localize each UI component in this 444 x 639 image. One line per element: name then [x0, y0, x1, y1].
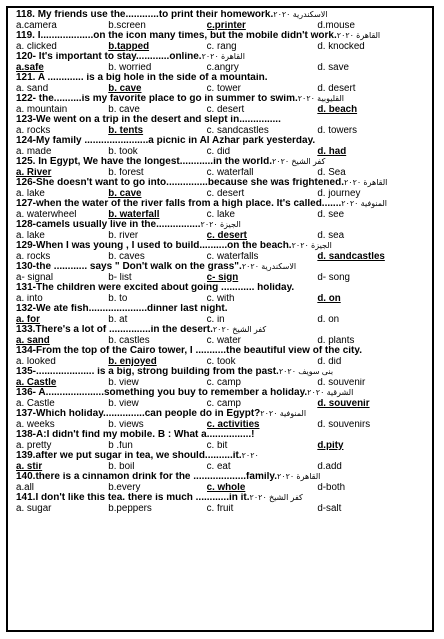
- question-line: [16, 325, 426, 336]
- question-source: كفر الشيخ ٢٠٢٠: [249, 493, 303, 502]
- option: a. Castle: [16, 398, 55, 409]
- question-item: [16, 409, 426, 430]
- question-source: ٢٠٢٠: [241, 451, 259, 460]
- question-text: 127-when the water of the river falls from a high place. It's called.......: [16, 199, 342, 209]
- option: c. desert: [206, 188, 245, 199]
- options-row: [16, 231, 426, 241]
- correct-option: b. tents: [108, 125, 144, 136]
- correct-option: d. had: [317, 146, 347, 157]
- question-text: 124-My family .......................a picnic in Al Azhar park yesterday.: [16, 136, 316, 146]
- option: b. cave: [108, 104, 140, 115]
- option: c. did: [206, 146, 231, 157]
- option: b.screen: [108, 20, 146, 31]
- question-line: [16, 472, 426, 483]
- question-text: 139.after we put sugar in tea, we should..........it.: [16, 451, 242, 461]
- question-text: 120- It's important to stay............online.: [16, 52, 202, 62]
- question-line: [16, 10, 426, 21]
- worksheet-page: [6, 6, 434, 632]
- option: a. weeks: [16, 419, 55, 430]
- option: a. lake: [16, 188, 45, 199]
- option: b. river: [108, 230, 139, 241]
- option: d. desert: [317, 83, 356, 94]
- option: a.camera: [16, 20, 57, 31]
- options-row: [16, 462, 426, 472]
- options-row: [16, 84, 426, 94]
- option: b. at: [108, 314, 128, 325]
- option: b. to: [108, 293, 128, 304]
- correct-option: b.tapped: [108, 41, 150, 52]
- option: b. worried: [108, 62, 152, 73]
- question-source: بنى سويف ٢٠٢٠: [278, 367, 334, 376]
- question-line: [16, 304, 426, 315]
- question-item: [16, 94, 426, 115]
- question-item: [16, 493, 426, 514]
- option: c. bit: [206, 440, 228, 451]
- question-item: [16, 115, 426, 136]
- question-line: [16, 430, 426, 441]
- options-row: [16, 210, 426, 220]
- question-item: [16, 136, 426, 157]
- options-row: [16, 294, 426, 304]
- options-row: [16, 273, 426, 283]
- question-item: [16, 220, 426, 241]
- option: a.all: [16, 482, 34, 493]
- question-source: المنوفية ٢٠٢٠: [341, 199, 388, 208]
- option: d-both: [317, 482, 346, 493]
- option: c. waterfall: [206, 167, 254, 178]
- option: d. Sea: [317, 167, 346, 178]
- correct-option: c- sign: [206, 272, 239, 283]
- option: b. views: [108, 419, 144, 430]
- question-line: [16, 451, 426, 462]
- options-row: [16, 357, 426, 367]
- question-item: [16, 73, 426, 94]
- option: d-salt: [317, 503, 342, 514]
- question-text: 129-When I was young , I used to build..........on the beach.: [16, 241, 292, 251]
- option: b .fun: [108, 440, 133, 451]
- correct-option: d. beach: [317, 104, 358, 115]
- question-text: 136- A.....................something you buy to remember a holiday.: [16, 388, 308, 398]
- option: a. looked: [16, 356, 56, 367]
- option: d. souvenirs: [317, 419, 371, 430]
- question-item: [16, 178, 426, 199]
- option: d. on: [317, 314, 340, 325]
- option: c.angry: [206, 62, 239, 73]
- question-item: [16, 241, 426, 262]
- question-item: [16, 10, 426, 31]
- correct-option: c. desert: [206, 230, 247, 241]
- question-text: 138-A:I didn't find my mobile. B : What a................!: [16, 430, 255, 440]
- question-item: [16, 346, 426, 367]
- correct-option: a. Castle: [16, 377, 57, 388]
- question-source: كفر الشيخ ٢٠٢٠: [271, 157, 326, 166]
- option: a. made: [16, 146, 52, 157]
- option: b.peppers: [108, 503, 152, 514]
- question-line: [16, 157, 426, 168]
- question-line: [16, 283, 426, 294]
- question-item: [16, 430, 426, 451]
- question-text: 122- the..........is my favorite place to go in summer to swim.: [16, 94, 298, 104]
- question-line: [16, 220, 426, 231]
- question-text: 121. A ............. is a big hole in the side of a mountain.: [16, 73, 268, 83]
- options-row: [16, 189, 426, 199]
- question-line: [16, 31, 426, 42]
- option: d. towers: [317, 125, 358, 136]
- option: b. view: [108, 398, 139, 409]
- question-text: 140.there is a cinnamon drink for the ...................family.: [16, 472, 277, 482]
- question-source: الجيزة ٢٠٢٠: [200, 220, 241, 229]
- question-text: 132-We ate fish.....................dinner last night.: [16, 304, 228, 314]
- options-row: [16, 336, 426, 346]
- options-row: [16, 399, 426, 409]
- correct-option: b. waterfall: [108, 209, 160, 220]
- question-text: 135-..................... is a big, strong building from the past.: [16, 367, 279, 377]
- question-item: [16, 31, 426, 52]
- option: d. save: [317, 62, 349, 73]
- correct-option: a. River: [16, 167, 52, 178]
- question-source: القاهرة ٢٠٢٠: [336, 31, 381, 40]
- option: c. tower: [206, 83, 241, 94]
- question-line: [16, 262, 426, 273]
- option: d. did: [317, 356, 342, 367]
- option: c. fruit: [206, 503, 234, 514]
- question-line: [16, 73, 426, 84]
- options-row: [16, 63, 426, 73]
- option: b- list: [108, 272, 132, 283]
- option: d- song: [317, 272, 351, 283]
- options-row: [16, 483, 426, 493]
- question-line: [16, 52, 426, 63]
- correct-option: d. on: [317, 293, 341, 304]
- options-row: [16, 420, 426, 430]
- option: d. souvenir: [317, 377, 366, 388]
- question-item: [16, 388, 426, 409]
- option: d. plants: [317, 335, 355, 346]
- option: d. knocked: [317, 41, 365, 52]
- option: d. sea: [317, 230, 345, 241]
- options-row: [16, 315, 426, 325]
- question-source: القاهرة ٢٠٢٠: [344, 178, 388, 187]
- option: c. rang: [206, 41, 237, 52]
- question-text: 131-The children were excited about going ............ holiday.: [16, 283, 295, 293]
- question-text: 119. I...................on the icon many times, but the mobile didn't work.: [16, 31, 337, 41]
- option: c. water: [206, 335, 241, 346]
- question-source: المنوفية ٢٠٢٠: [260, 409, 307, 418]
- question-item: [16, 52, 426, 73]
- question-source: القاهرة ٢٠٢٠: [201, 52, 245, 61]
- options-row: [16, 105, 426, 115]
- correct-option: c. whole: [206, 482, 246, 493]
- option: d. journey: [317, 188, 361, 199]
- question-item: [16, 157, 426, 178]
- option: b. view: [108, 377, 139, 388]
- question-item: [16, 262, 426, 283]
- question-source: القاهرة ٢٠٢٠: [277, 472, 321, 481]
- option: d.add: [317, 461, 342, 472]
- option: b. took: [108, 146, 138, 157]
- question-text: 123-We went on a trip in the desert and slept in...............: [16, 115, 281, 125]
- question-source: القليوبية ٢٠٢٠: [297, 94, 344, 103]
- option: a. rocks: [16, 251, 51, 262]
- question-item: [16, 367, 426, 388]
- correct-option: c. activities: [206, 419, 260, 430]
- option: b. forest: [108, 167, 144, 178]
- option: a. rocks: [16, 125, 51, 136]
- option: b. caves: [108, 251, 145, 262]
- question-line: [16, 388, 426, 399]
- question-text: 126-She doesn't want to go into...............because she was frightened.: [16, 178, 344, 188]
- question-line: [16, 346, 426, 357]
- question-item: [16, 304, 426, 325]
- option: a. into: [16, 293, 43, 304]
- option: c. lake: [206, 209, 235, 220]
- question-text: 125. In Egypt, We have the longest............in the world.: [16, 157, 272, 167]
- options-row: [16, 168, 426, 178]
- correct-option: d. sandcastles: [317, 251, 385, 262]
- question-source: الشرقية ٢٠٢٠: [307, 388, 354, 397]
- question-item: [16, 472, 426, 493]
- option: a- signal: [16, 272, 54, 283]
- option: a. sugar: [16, 503, 52, 514]
- options-row: [16, 252, 426, 262]
- question-line: [16, 367, 426, 378]
- question-item: [16, 283, 426, 304]
- option: c. camp: [206, 398, 241, 409]
- question-item: [16, 325, 426, 346]
- options-row: [16, 504, 426, 514]
- option: a. pretty: [16, 440, 52, 451]
- correct-option: a.safe: [16, 62, 44, 73]
- option: c. took: [206, 356, 236, 367]
- option: d. see: [317, 209, 345, 220]
- options-row: [16, 126, 426, 136]
- correct-option: b. cave: [108, 83, 142, 94]
- options-row: [16, 441, 426, 451]
- option: c. eat: [206, 461, 231, 472]
- question-line: [16, 493, 426, 504]
- option: c. with: [206, 293, 235, 304]
- option: c. waterfalls: [206, 251, 259, 262]
- question-line: [16, 136, 426, 147]
- option: a. clicked: [16, 41, 57, 52]
- correct-option: a. stir: [16, 461, 43, 472]
- correct-option: b. enjoyed: [108, 356, 157, 367]
- correct-option: a. sand: [16, 335, 50, 346]
- question-line: [16, 115, 426, 126]
- question-source: الاسكندرية ٢٠٢٠: [241, 262, 297, 271]
- question-item: [16, 199, 426, 220]
- question-source: الجيزة ٢٠٢٠: [291, 241, 332, 250]
- option: c. camp: [206, 377, 241, 388]
- options-row: [16, 378, 426, 388]
- option: b. boil: [108, 461, 135, 472]
- question-text: 128-camels usually live in the................: [16, 220, 201, 230]
- correct-option: a. for: [16, 314, 40, 325]
- option: a. waterwheel: [16, 209, 77, 220]
- option: a. lake: [16, 230, 45, 241]
- option: c. desert: [206, 104, 245, 115]
- question-source: الاسكندرية ٢٠٢٠: [273, 10, 328, 19]
- question-text: 134-From the top of the Cairo tower, I ...........the beautiful view of the city.: [16, 346, 362, 356]
- question-text: 118. My friends use the............to print their homework.: [16, 10, 274, 20]
- option: c. sandcastles: [206, 125, 269, 136]
- question-text: 141.I don't like this tea. there is much ............in it.: [16, 493, 250, 503]
- option: c. in: [206, 314, 225, 325]
- option: d.mouse: [317, 20, 355, 31]
- correct-option: d.pity: [317, 440, 344, 451]
- question-text: 137-Which holiday...............can people do in Egypt?: [16, 409, 261, 419]
- options-row: [16, 147, 426, 157]
- correct-option: b. cave: [108, 188, 142, 199]
- question-line: [16, 199, 426, 210]
- option: b. castles: [108, 335, 150, 346]
- question-line: [16, 409, 426, 420]
- question-text: 130-the ............ says " Don't walk on the grass".: [16, 262, 242, 272]
- option: a. mountain: [16, 104, 68, 115]
- options-row: [16, 42, 426, 52]
- question-list: [16, 10, 426, 514]
- options-row: [16, 21, 426, 31]
- question-line: [16, 94, 426, 105]
- question-text: 133.There's a lot of ...............in the desert.: [16, 325, 213, 335]
- question-line: [16, 241, 426, 252]
- question-item: [16, 451, 426, 472]
- correct-option: c.printer: [206, 20, 246, 31]
- option: b.every: [108, 482, 141, 493]
- correct-option: d. souvenir: [317, 398, 370, 409]
- option: a. sand: [16, 83, 49, 94]
- question-source: كفر الشيخ ٢٠٢٠: [212, 325, 267, 334]
- question-line: [16, 178, 426, 189]
